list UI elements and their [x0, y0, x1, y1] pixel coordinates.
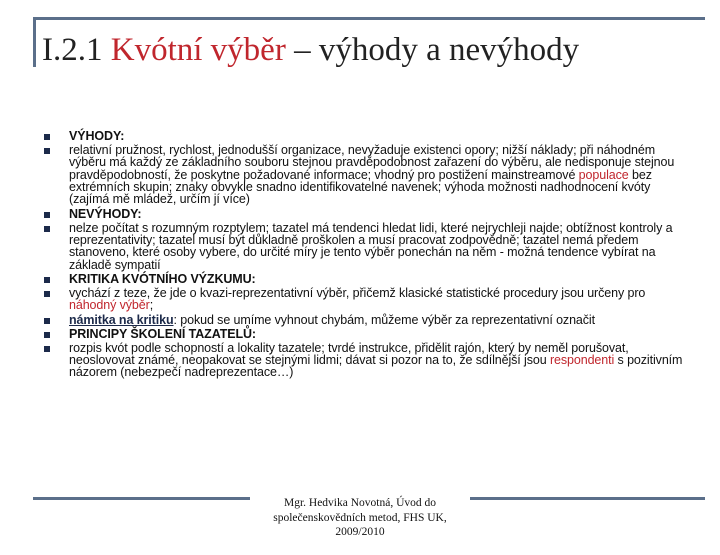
title-frame-left [33, 17, 36, 67]
bullet-advantages-text [44, 144, 684, 205]
bullet-square-icon [44, 134, 50, 140]
bullet-text-rest: bez extrémních skupin; znaky obvykle snadno identifikovatelné navenek; výhoda možnosti nadhodnocení kvóty (zajímá mě mládež, určím jí více) [69, 167, 652, 207]
bullet-text: KRITIKA KVÓTNÍHO VÝZKUMU: [69, 271, 256, 286]
bullet-square-icon [44, 332, 50, 338]
bullet-text: rozpis kvót podle schopností a lokality tazatele; tvrdé instrukce, přidělit rajón, který by neměl porušovat, neoslovovat známé, neopakovat se stejnými lidmi; dávat si pozor na to, že sdílnější jsou [69, 340, 629, 368]
bullet-text: nelze počítat s rozumným rozptylem; tazatel má tendenci hledat lidi, které nejrychleji najde; obtížnost kontroly a reprezentativity; tazatel musí být důkladně proškolen a musí pracovat zodpovědně; tazatel nemá předem stanoveno, které osoby vybere, do určité míry je tento výběr ponechán na něm - možná tendence vybírat na základě sympatií [69, 220, 673, 272]
bullet-critique-heading [44, 273, 684, 285]
title-accent: Kvótní výběr [110, 32, 286, 68]
bullet-text-rest: s pozitivním názorem (nebezpečí nadreprezentace…) [69, 353, 683, 380]
footer-line-2: společenskovědních metod, FHS UK, [273, 511, 447, 524]
bullet-square-icon [44, 226, 50, 232]
bullet-square-icon [44, 291, 50, 297]
bullet-text: NEVÝHODY: [69, 206, 142, 221]
term-respondenti[interactable]: respondenti [549, 353, 615, 368]
bullet-square-icon [44, 212, 50, 218]
objection-link[interactable]: námitka na kritiku [69, 312, 174, 327]
bullet-square-icon [44, 148, 50, 154]
title-rest: – výhody a nevýhody [285, 32, 580, 68]
bullet-text-rest: ; [149, 298, 154, 313]
bullet-text: VÝHODY: [69, 129, 125, 143]
slide-title [42, 28, 579, 72]
bullet-advantages-heading [44, 130, 684, 142]
bullet-square-icon [44, 277, 50, 283]
bullet-critique-text [44, 287, 684, 312]
bullet-objection [44, 314, 684, 326]
bullet-text: relativní pružnost, rychlost, jednodušší organizace, nevyžaduje existenci opory; nižší náklady; při náhodném výběru má každý ze základního souboru stejnou pravděpodobnost zařazení do výběru, ale nedisponuje stejnou pravděpodobností, že poskytne požadované informace; vhodný pro postižení mainstreamové [69, 143, 675, 182]
bullet-disadvantages-text [44, 222, 684, 271]
footer-credit [250, 496, 470, 540]
bullet-training-text [44, 342, 684, 379]
bullet-square-icon [44, 346, 50, 352]
title-frame-top [33, 17, 705, 20]
bullet-text-rest: : pokud se umíme vyhnout chybám, můžeme výběr za reprezentativní označit [173, 312, 595, 327]
bullet-text: vychází z teze, že jde o kvazi-reprezentativní výběr, přičemž klasické statistické procedury jsou určeny pro [69, 286, 646, 301]
title-prefix: I.2.1 [42, 32, 111, 68]
footer-line-3: 2009/2010 [335, 526, 385, 538]
term-nahodny-vyber[interactable]: náhodný výběr [69, 298, 150, 313]
term-populace[interactable]: populace [578, 167, 629, 182]
bullet-disadvantages-heading [44, 208, 684, 220]
bullet-square-icon [44, 318, 50, 324]
bullet-list [44, 130, 684, 381]
footer-line-1: Mgr. Hedvika Novotná, Úvod do [283, 497, 437, 509]
bullet-training-heading [44, 328, 684, 340]
bullet-text: PRINCIPY ŠKOLENÍ TAZATELŮ: [69, 326, 256, 341]
